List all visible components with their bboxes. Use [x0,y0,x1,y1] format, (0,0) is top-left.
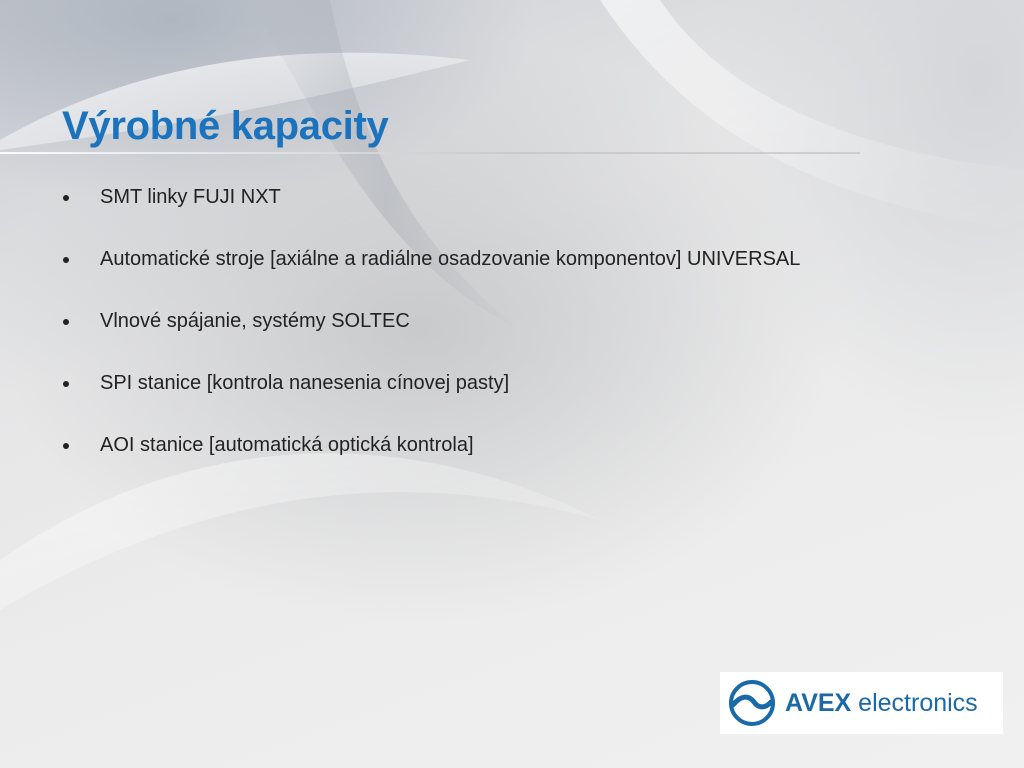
title-divider [0,152,860,154]
slide-title: Výrobné kapacity [62,104,389,148]
list-item [60,434,800,496]
list-item [60,372,800,434]
bullet-text: SMT linky FUJI NXT [100,186,281,208]
list-item [60,310,800,372]
bullet-text: Vlnové spájanie, systémy SOLTEC [100,310,410,332]
bullet-icon [63,195,69,201]
bullet-list [60,186,800,496]
bullet-icon [63,381,69,387]
bullet-icon [63,443,69,449]
bullet-text: SPI stanice [kontrola nanesenia cínovej pasty] [100,372,510,394]
logo-brand: AVEX [785,688,852,717]
logo-wordmark [785,689,978,718]
bullet-icon [63,257,69,263]
bullet-icon [63,319,69,325]
logo-suffix: electronics [851,688,978,717]
company-logo [720,672,1003,734]
list-item [60,186,800,248]
bullet-text: AOI stanice [automatická optická kontrola] [100,434,474,456]
avex-wave-circle-icon [727,678,777,728]
list-item [60,248,800,310]
bullet-text: Automatické stroje [axiálne a radiálne osadzovanie komponentov] UNIVERSAL [100,248,801,270]
